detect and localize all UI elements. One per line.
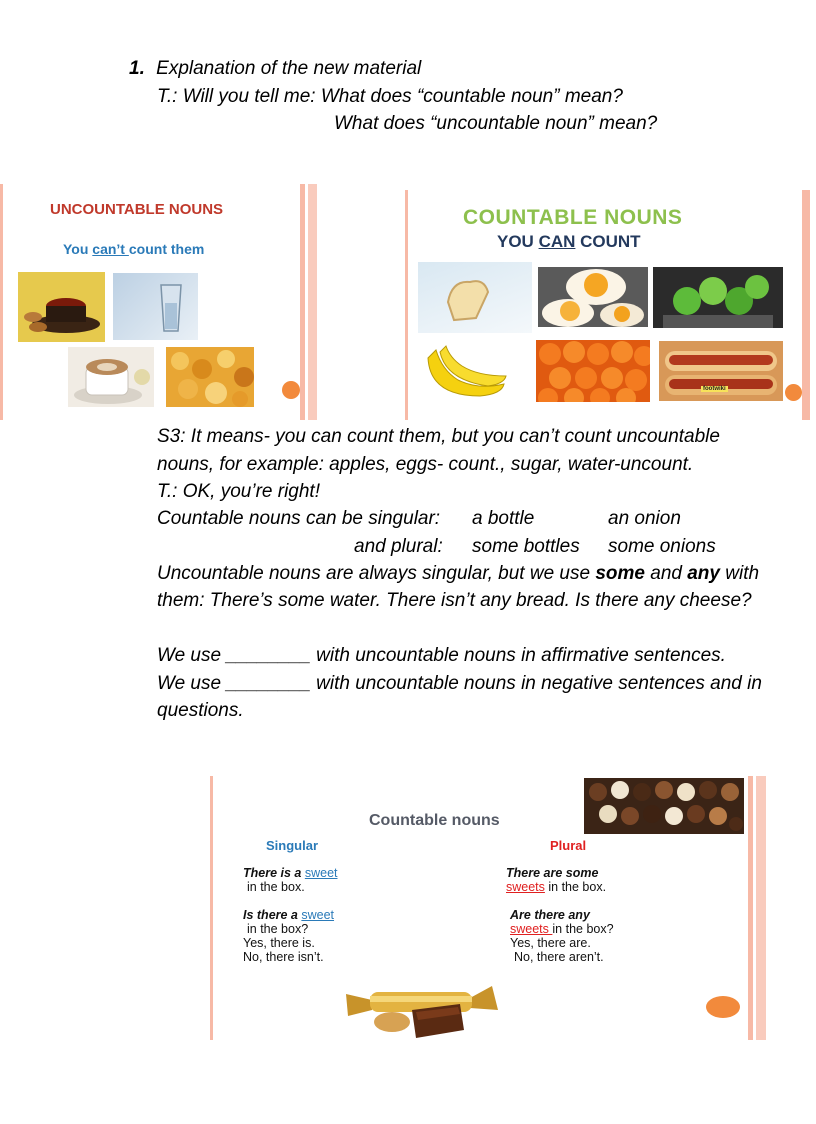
body-line-5a: and plural:: [354, 536, 443, 557]
body-line-3: T.: OK, you’re right!: [157, 481, 320, 502]
word-sweet: sweet: [304, 866, 338, 880]
heading-question-1: T.: Will you tell me: What does “countable noun” mean?: [157, 86, 623, 107]
word-some: some: [595, 563, 645, 584]
right-edge-bar: [748, 776, 753, 1040]
orange-dot: [785, 384, 802, 401]
word-sweet-2: sweet: [301, 908, 335, 922]
boiled-eggs-image: [538, 267, 648, 327]
left-edge-bar: [405, 190, 408, 420]
right-edge-bar: [300, 184, 305, 420]
hot-dogs-image: [659, 341, 783, 401]
word-sweets: sweets: [506, 880, 545, 894]
cant-link: can’t: [92, 241, 129, 257]
word-sweets-2: sweets: [510, 922, 553, 936]
water-glass-image: [113, 273, 198, 340]
slide-title: Countable nouns: [369, 812, 500, 829]
slide-title: UNCOUNTABLE NOUNS: [50, 201, 224, 218]
body-line-4a: Countable nouns can be singular:: [157, 508, 441, 529]
slide-countable-singular-plural: [210, 776, 766, 1040]
body-line-7: them: There’s some water. There isn’t any bread. Is there any cheese?: [157, 590, 752, 611]
photo-caption: footwiki: [703, 386, 726, 392]
singular-example-1: There is a sweet in the box.: [243, 866, 338, 894]
slide-title: COUNTABLE NOUNS: [463, 206, 683, 229]
chocolates-image: [584, 778, 744, 834]
singular-heading: Singular: [266, 838, 319, 853]
coffee-cup-image: [68, 347, 154, 407]
body-line-4c: an onion: [608, 508, 681, 529]
right-edge-bar: [802, 190, 810, 420]
heading-title: Explanation of the new material: [156, 58, 422, 79]
body-line-8: We use ________ with uncountable nouns in affirmative sentences.: [157, 645, 726, 666]
tea-cup-image: [18, 272, 105, 342]
slide-countable-nouns: [405, 190, 816, 420]
body-line-2: nouns, for example: apples, eggs- count., sugar, water-uncount.: [157, 454, 694, 475]
left-edge-bar: [210, 776, 213, 1040]
slide-subtitle: You can’t count them: [63, 241, 205, 257]
green-apples-image: [653, 267, 783, 328]
left-edge-bar: [0, 184, 3, 420]
body-line-1: S3: It means- you can count them, but you can’t count uncountable: [157, 426, 720, 447]
slide-subtitle: YOU CAN COUNT: [497, 232, 641, 251]
heading-question-2: What does “uncountable noun” mean?: [334, 113, 658, 134]
bread-slice-image: [418, 262, 532, 333]
body-line-5c: some onions: [608, 536, 716, 557]
orange-dot: [282, 381, 300, 399]
item-number: 1.: [129, 58, 145, 79]
word-any: any: [687, 563, 720, 584]
right-edge-bar-2: [756, 776, 766, 1040]
mandarins-image: [536, 340, 650, 402]
singular-example-2: Is there a sweet in the box? Yes, there is. No, there isn’t.: [243, 908, 335, 964]
can-link: CAN: [538, 232, 576, 251]
orange-dot: [706, 996, 740, 1018]
body-line-5b: some bottles: [472, 536, 580, 557]
plural-example-1: There are some sweets in the box.: [506, 866, 607, 894]
body-line-4b: a bottle: [472, 508, 535, 529]
heading-line-1: [129, 58, 421, 80]
body-line-6: Uncountable nouns are always singular, but we use some and any with: [157, 563, 760, 584]
body-line-9: We use ________ with uncountable nouns in negative sentences and in: [157, 673, 762, 694]
slide-uncountable-nouns: [0, 184, 318, 420]
body-line-10: questions.: [157, 700, 244, 721]
bananas-image: [418, 340, 508, 405]
wrapped-candy-image: [342, 980, 502, 1040]
plural-heading: Plural: [550, 838, 587, 853]
cornflakes-image: [166, 347, 254, 407]
plural-example-2: Are there any sweets in the box? Yes, there are. No, there aren’t.: [510, 908, 614, 964]
right-edge-bar-2: [308, 184, 317, 420]
